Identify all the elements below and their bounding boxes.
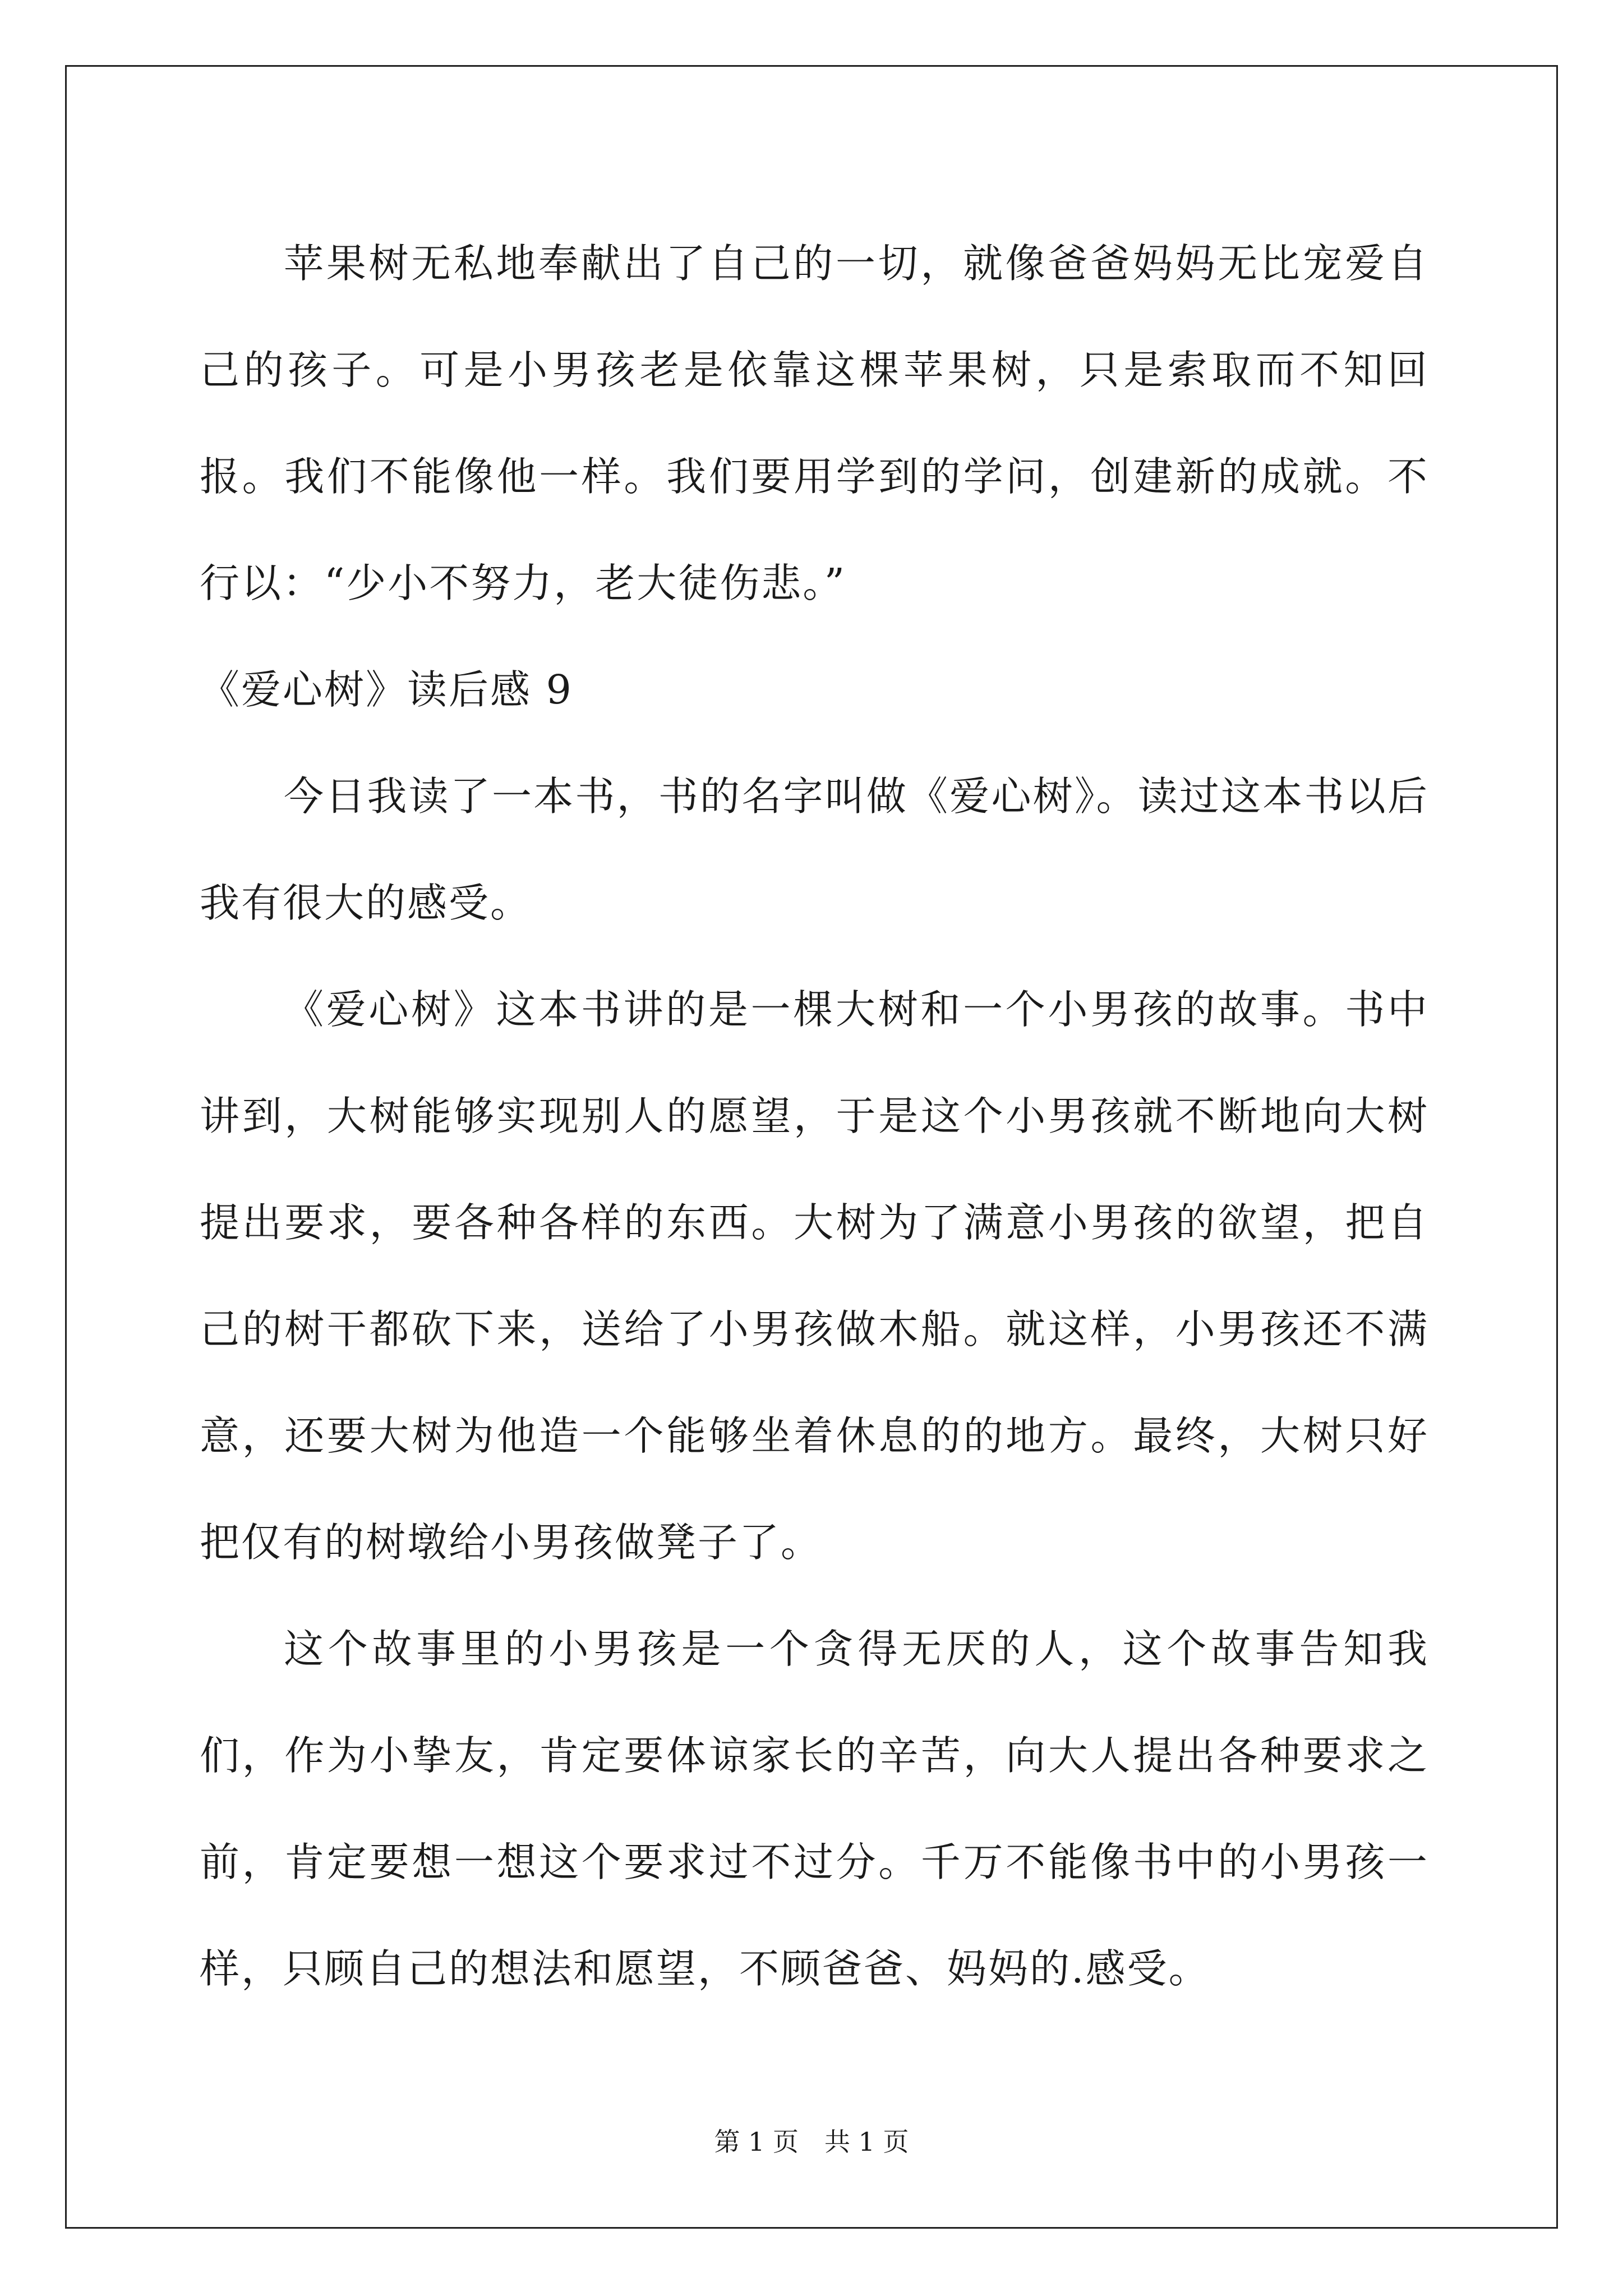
paragraph-1: 苹果树无私地奉献出了自己的一切，就像爸爸妈妈无比宠爱自己的孩子。可是小男孩老是依靠这棵苹果树，只是索取而不知回报。我们不能像他一样。我们要用学到的学问，创建新的成就。不行以：“少小不努力，老大徒伤悲。” xyxy=(200,240,1429,606)
document-body xyxy=(200,210,1429,2022)
page-footer: 第 1 页 共 1 页 xyxy=(714,2127,909,2157)
paragraph-4: 这个故事里的小男孩是一个贪得无厌的人，这个故事告知我们，作为小挚友，肯定要体谅家长的辛苦，向大人提出各种要求之前，肯定要想一想这个要求过不过分。千万不能像书中的小男孩一样，只顾自己的想法和愿望，不顾爸爸、妈妈的.感受。 xyxy=(200,1626,1429,1992)
paragraph-2: 今日我读了一本书，书的名字叫做《爱心树》。读过这本书以后我有很大的感受。 xyxy=(200,773,1429,926)
section-heading: 《爱心树》读后感 9 xyxy=(200,666,573,713)
paragraph-3: 《爱心树》这本书讲的是一棵大树和一个小男孩的故事。书中讲到，大树能够实现别人的愿望，于是这个小男孩就不断地向大树提出要求，要各种各样的东西。大树为了满意小男孩的欲望，把自己的树干都砍下来，送给了小男孩做木船。就这样，小男孩还不满意，还要大树为他造一个能够坐着休息的的地方。最终，大树只好把仅有的树墩给小男孩做凳子了。 xyxy=(200,986,1429,1566)
